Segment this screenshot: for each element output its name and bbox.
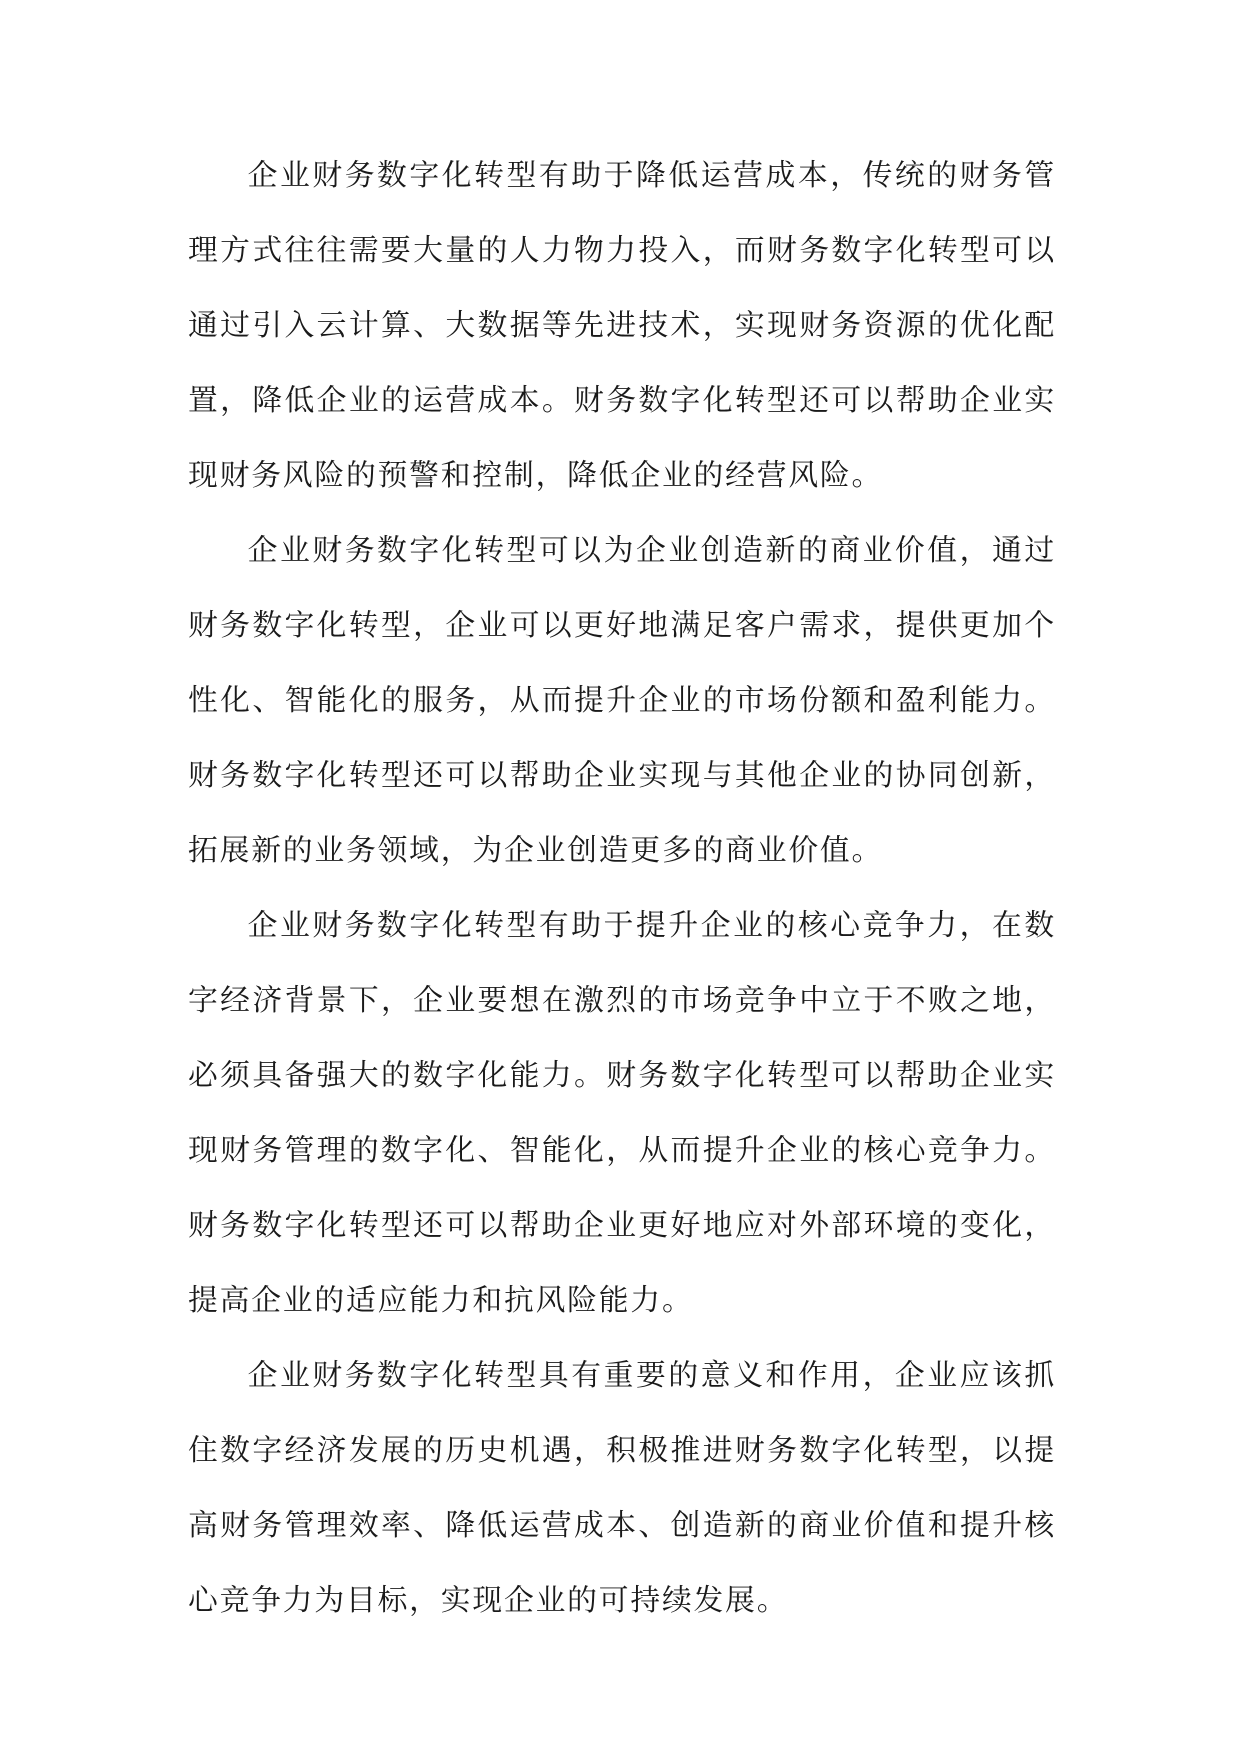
paragraph-conclusion: 企业财务数字化转型具有重要的意义和作用，企业应该抓住数字经济发展的历史机遇，积极推进财务数字化转型，以提高财务管理效率、降低运营成本、创造新的商业价值和提升核心竞争力为目标，实现企业的可持续发展。	[188, 1358, 1056, 1618]
paragraph-core-competitiveness: 企业财务数字化转型有助于提升企业的核心竞争力，在数字经济背景下，企业要想在激烈的市场竞争中立于不败之地，必须具备强大的数字化能力。财务数字化转型可以帮助企业实现财务管理的数字化、智能化，从而提升企业的核心竞争力。财务数字化转型还可以帮助企业更好地应对外部环境的变化，提高企业的适应能力和抗风险能力。	[188, 908, 1056, 1318]
paragraph-cost-reduction: 企业财务数字化转型有助于降低运营成本，传统的财务管理方式往往需要大量的人力物力投入，而财务数字化转型可以通过引入云计算、大数据等先进技术，实现财务资源的优化配置，降低企业的运营成本。财务数字化转型还可以帮助企业实现财务风险的预警和控制，降低企业的经营风险。	[188, 158, 1056, 493]
body-text	[188, 138, 1056, 1638]
paragraph-business-value: 企业财务数字化转型可以为企业创造新的商业价值，通过财务数字化转型，企业可以更好地满足客户需求，提供更加个性化、智能化的服务，从而提升企业的市场份额和盈利能力。财务数字化转型还可以帮助企业实现与其他企业的协同创新，拓展新的业务领域，为企业创造更多的商业价值。	[188, 533, 1056, 868]
